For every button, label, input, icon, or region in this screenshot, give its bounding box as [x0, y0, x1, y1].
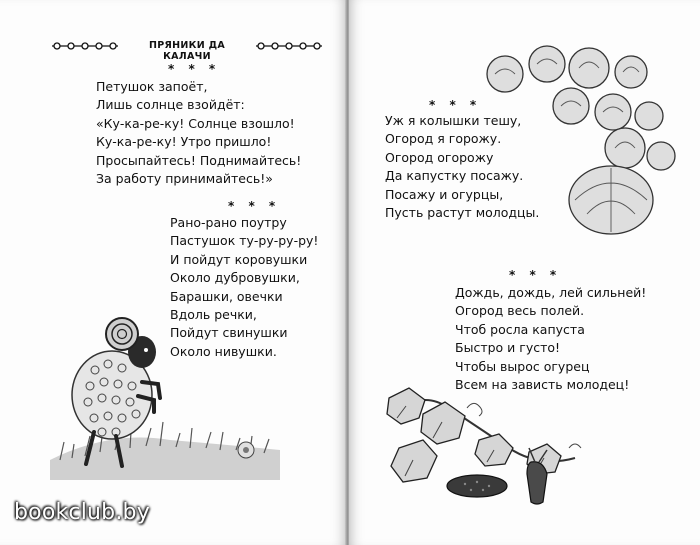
- poem-line: Лишь солнце взойдёт:: [96, 97, 245, 113]
- poem-line: Быстро и густо!: [455, 340, 561, 356]
- sheep-illustration: [50, 300, 280, 480]
- poem-line: Пойдут свинушки: [170, 325, 288, 341]
- ornament-left-icon: [52, 40, 118, 52]
- poem-line: Барашки, овечки: [170, 288, 283, 304]
- watermark: bookclub.by: [14, 500, 150, 525]
- poem-line: Дождь, дождь, лей сильней!: [455, 285, 647, 300]
- poem-separator: * * *: [429, 98, 482, 112]
- right-page: [349, 0, 700, 545]
- poem-line: Да капустку посажу.: [385, 168, 524, 184]
- ornament-right-icon: [256, 40, 322, 52]
- poem-line: Пусть растут молодцы.: [385, 205, 540, 221]
- poem-separator: * * *: [228, 199, 281, 213]
- poem-line: «Ку-ка-ре-ку! Солнце взошло!: [96, 115, 295, 131]
- poem-line: Ку-ка-ре-ку! Утро пришло!: [96, 134, 272, 150]
- poem-line: Около нивушки.: [170, 343, 277, 359]
- poem-line: Всем на зависть молодец!: [455, 377, 630, 393]
- left-page: [0, 0, 346, 545]
- poem-line: Огород весь полей.: [455, 303, 585, 319]
- poem-line: Вдоль речки,: [170, 307, 257, 323]
- poem-line: Просыпайтесь! Поднимайтесь!: [96, 152, 302, 168]
- poem-line: Рано-рано поутру: [170, 215, 287, 230]
- poem-line: Чтоб росла капуста: [455, 321, 585, 337]
- poem-separator: * * *: [509, 268, 562, 282]
- page-header: [52, 38, 322, 62]
- cucumber-illustration: [379, 378, 619, 508]
- section-title: ПРЯНИКИ ДА КАЛАЧИ: [149, 40, 225, 62]
- poem-line: Чтобы вырос огурец: [455, 358, 590, 374]
- poem-line: Уж я колышки тешу,: [385, 113, 522, 128]
- poem-line: Петушок запоёт,: [96, 79, 208, 94]
- poem-line: Огород огорожу: [385, 149, 494, 165]
- poem-garden: [385, 112, 539, 222]
- poem-rooster: [96, 78, 301, 188]
- poem-separator: * * *: [168, 62, 221, 76]
- poem-line: Посажу и огурцы,: [385, 186, 504, 202]
- poem-line: За работу принимайтесь!»: [96, 171, 273, 187]
- poem-line: Около дубровушки,: [170, 270, 300, 286]
- poem-line: Пастушок ту-ру-ру-ру!: [170, 233, 319, 249]
- poem-line: И пойдут коровушки: [170, 251, 308, 267]
- poem-line: Огород я горожу.: [385, 131, 502, 147]
